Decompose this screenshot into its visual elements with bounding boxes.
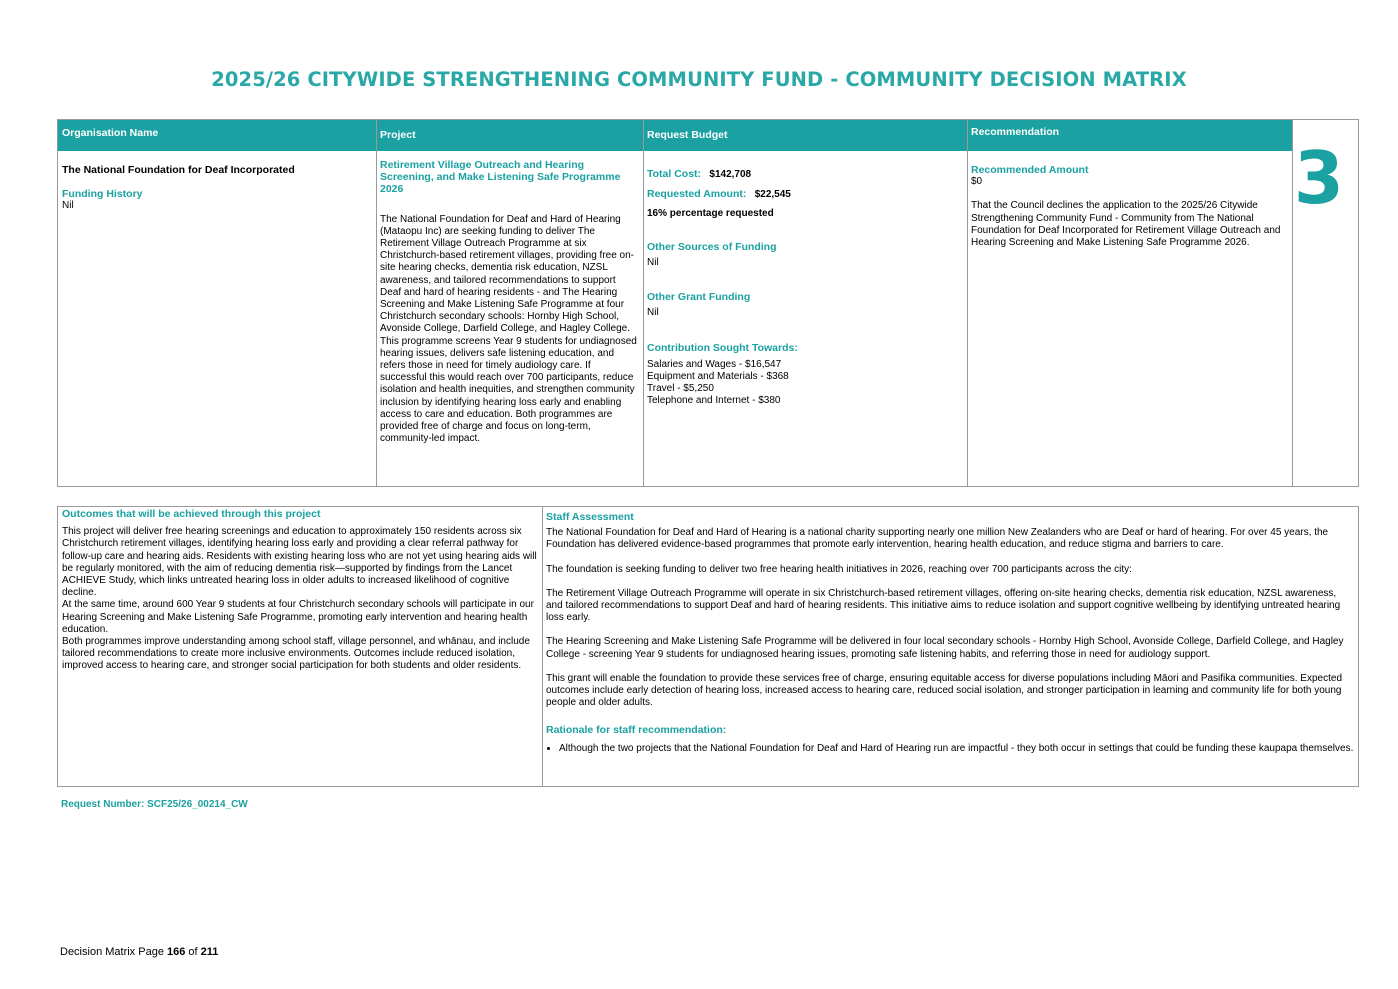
decision-table — [57, 119, 1359, 487]
page-footer — [60, 946, 218, 958]
page-title: 2025/26 CITYWIDE STRENGTHENING COMMUNITY FUND - COMMUNITY DECISION MATRIX — [211, 68, 1187, 91]
column-divider — [1292, 120, 1293, 486]
org-cell — [58, 151, 376, 486]
other-sources-value: Nil — [647, 256, 659, 268]
project-name: Retirement Village Outreach and Hearing Screening, and Make Listening Safe Programme 2026 — [380, 159, 621, 196]
outcomes-label: Outcomes that will be achieved through this project — [62, 508, 321, 520]
staff-paragraph: This grant will enable the foundation to provide these services free of charge, ensuring equitable access for diverse populations including Māori and Pasifika communities. Expected outcomes include early detection of hearing loss, increased access to hearing care, reduced social isolation, and stronger participation in learning and community life for both young people and older adults. — [546, 672, 1343, 709]
header-recommendation: Recommendation — [967, 120, 1292, 151]
requested-label: Requested Amount: — [647, 188, 747, 201]
outcomes-paragraph: At the same time, around 600 Year 9 students at four Christchurch secondary schools will participate in our Hearing Screening and Make Listening Safe Programme, promoting early intervention and hearing health education. — [62, 599, 534, 635]
staff-paragraph: The Retirement Village Outreach Programme will operate in six Christchurch-based retirement villages, offering on-site hearing checks, dementia risk education, NZSL awareness, and tailored recommendations to support Deaf and hard of hearing residents. This initiative aims to reduce isolation and support cognitive wellbeing by identifying untreated hearing loss early. — [546, 587, 1341, 624]
staff-paragraph: The National Foundation for Deaf and Hard of Hearing is a national charity supporting nearly one million New Zealanders who are Deaf or hard of hearing. For over 45 years, the Foundation has delivered evidence-based programmes that promote early intervention, hearing health education, and reduce stigma and barriers to care. — [546, 527, 1329, 551]
recommended-amount-value: $0 — [971, 176, 983, 188]
total-cost-row — [647, 168, 963, 181]
footer-total-pages: 211 — [200, 946, 219, 958]
recommendation-cell — [967, 151, 1292, 486]
recommended-amount-label: Recommended Amount — [971, 164, 1089, 176]
staff-assessment-label: Staff Assessment — [546, 511, 634, 523]
contribution-item: Salaries and Wages - $16,547 — [647, 358, 782, 370]
other-grant-value: Nil — [647, 307, 659, 319]
staff-paragraph: The foundation is seeking funding to deliver two free hearing health initiatives in 2026, reaching over 700 participants across the city: — [546, 563, 1132, 575]
budget-cell — [643, 151, 967, 486]
percentage-requested: 16% percentage requested — [647, 208, 774, 220]
funding-history-label: Funding History — [62, 188, 143, 201]
rationale-item: • Although the two projects that the National Foundation for Deaf and Hard of Hearing run are impactful - they both occur in settings that could be funding these kaupapa themselves. — [559, 743, 1354, 755]
rationale-label: Rationale for staff recommendation: — [546, 724, 727, 737]
project-cell — [376, 151, 643, 486]
org-name: The National Foundation for Deaf Incorporated — [62, 164, 295, 176]
requested-value: $22,545 — [754, 189, 791, 201]
header-budget: Request Budget — [643, 120, 967, 151]
rationale-list — [546, 743, 1354, 755]
outcomes-paragraph: This project will deliver free hearing screenings and education to approximately 150 residents across six Christchurch retirement villages, identifying hearing loss early and providing a clear referral pathway for follow-up care and hearing aids. Residents with existing hearing loss who are not yet using hearing aids will be regularly monitored, with the aim of reducing dementia risk—supported by findings from the Lancet ACHIEVE Study, which links untreated hearing loss in older adults to increased likelihood of cognitive decline. — [62, 526, 537, 599]
funding-history-value: Nil — [62, 200, 74, 212]
contribution-label: Contribution Sought Towards: — [647, 342, 798, 355]
priority-number: 3 — [1293, 136, 1344, 220]
total-cost-value: $142,708 — [709, 169, 752, 180]
outcomes-cell — [58, 507, 542, 786]
other-sources-label: Other Sources of Funding — [647, 240, 777, 253]
footer-prefix: Decision Matrix Page — [60, 946, 167, 958]
header-project: Project — [376, 120, 643, 151]
contribution-item: Equipment and Materials - $368 — [647, 370, 789, 382]
header-org: Organisation Name — [58, 120, 376, 151]
requested-row — [647, 188, 963, 201]
outcomes-paragraph: Both programmes improve understanding among school staff, village personnel, and whānau, and include tailored recommendations to create more inclusive environments. Outcomes include reduced isolation, improved access to hearing care, and stronger social participation for both students and older residents. — [62, 636, 530, 672]
assessment-table — [57, 506, 1359, 787]
recommendation-text: That the Council declines the application to the 2025/26 Citywide Strengthening Community Fund - Community from The National Foundation for Deaf Incorporated for Retirement Village Outreach and Hearing Screening and Make Listening Safe Programme 2026. — [971, 200, 1281, 249]
project-description: The National Foundation for Deaf and Hard of Hearing (Mataopu Inc) are seeking funding to deliver The Retirement Village Outreach Programme at six Christchurch-based retirement villages, providing free on-site hearing checks, dementia risk education, NZSL awareness, and tailored recommendations to support Deaf and hard of hearing residents - and The Hearing Screening and Make Listening Safe Programme at four Christchurch secondary schools: Hornby High School, Avonside College, Darfield College, and Hagley College. This programme screens Year 9 students for undiagnosed hearing issues, delivers safe listening education, and refers those in need for timely audiology care. If successful this would reach over 700 participants, reduce isolation and health inequities, and strengthen community inclusion by identifying hearing loss early and enabling access to care and education. Both programmes are provided free of charge and focus on long-term, community-led impact. — [380, 213, 637, 445]
staff-assessment-cell — [542, 507, 1358, 786]
total-cost-label: Total Cost: — [647, 168, 702, 180]
request-number: Request Number: SCF25/26_00214_CW — [61, 799, 248, 810]
footer-of: of — [185, 946, 201, 958]
other-grant-label: Other Grant Funding — [647, 291, 751, 304]
contribution-item: Travel - $5,250 — [647, 383, 714, 395]
staff-paragraph: The Hearing Screening and Make Listening Safe Programme will be delivered in four local secondary schools - Hornby High School, Avonside College, Darfield College, and Hagley College - screening Year 9 students for undiagnosed hearing issues, promoting safe listening habits, and referring those in need for audiology support. — [546, 636, 1344, 660]
contribution-item: Telephone and Internet - $380 — [647, 395, 781, 407]
footer-page-number: 166 — [167, 946, 186, 958]
